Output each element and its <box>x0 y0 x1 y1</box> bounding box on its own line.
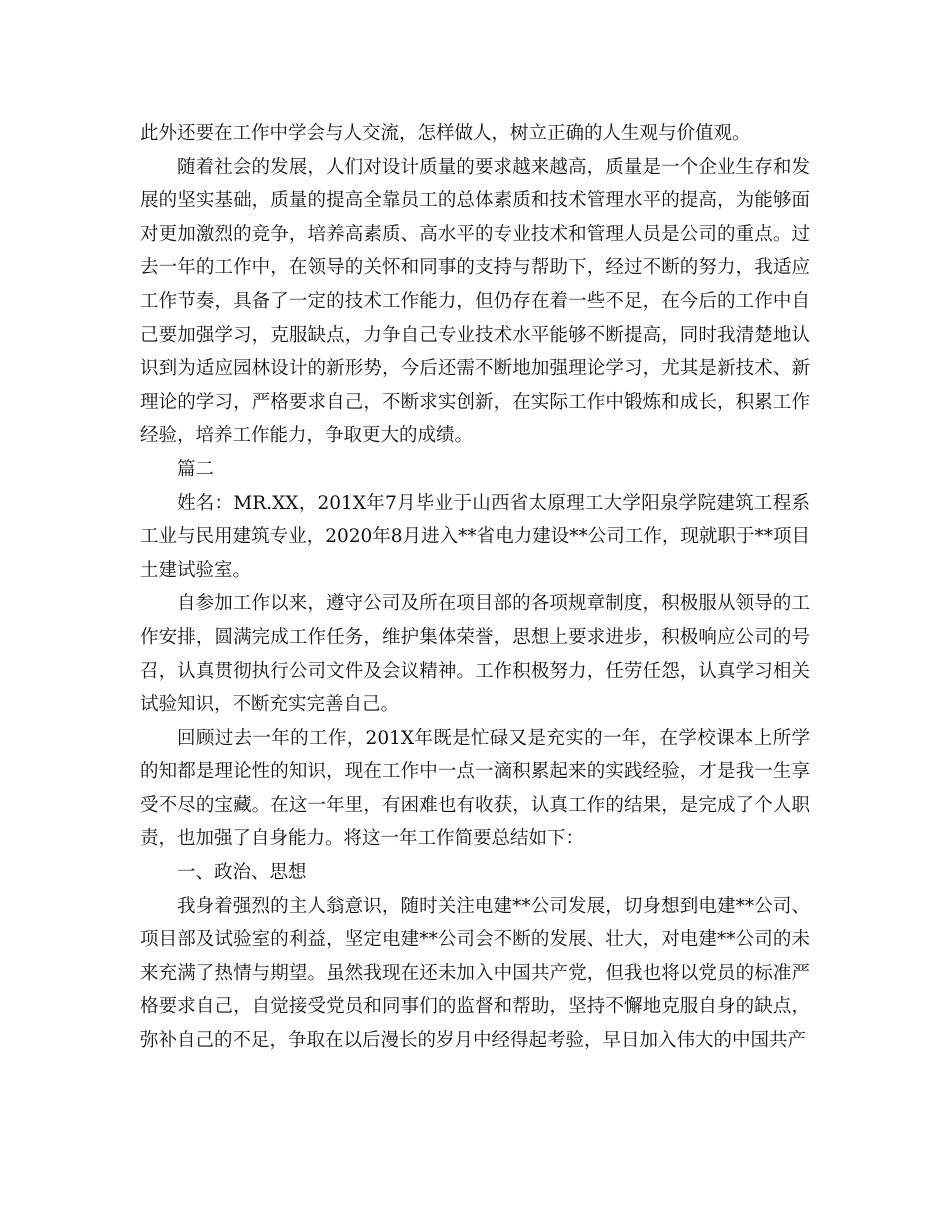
paragraph-closing: 此外还要在工作中学会与人交流，怎样做人，树立正确的人生观与价值观。 <box>140 123 751 144</box>
paragraph-since-joining: 自参加工作以来，遵守公司及所在项目部的各项规章制度，积极服从领导的工作安排，圆满完成工作任务，维护集体荣誉，思想上要求进步，积极响应公司的号召，认真贯彻执行公司文件及会议精神。工作积极努力，任劳任怨，认真学习相关试验知识，不断充实完善自己。 <box>140 593 810 716</box>
section-heading-politics: 一、政治、思想 <box>177 862 307 884</box>
paragraph-review: 回顾过去一年的工作，201X年既是忙碌又是充实的一年，在学校课本上所学的知都是理论性的知识，现在工作中一点一滴积累起来的实践经验，才是我一生享受不尽的宝藏。在这一年里，有困难也有收获，认真工作的结果，是完成了个人职责，也加强了自身能力。将这一年工作简要总结如下： <box>140 727 810 850</box>
paragraph-politics: 我身着强烈的主人翁意识，随时关注电建**公司发展，切身想到电建**公司、项目部及试验室的利益，坚定电建**公司会不断的发展、壮大，对电建**公司的未来充满了热情与期望。虽然我现在还未加入中国共产党，但我也将以党员的标准严格要求自己，自觉接受党员和同事们的监督和帮助，坚持不懈地克服自身的缺点，弥补自己的不足，争取在以后漫长的岁月中经得起考验，早日加入伟大的中国共产 <box>140 895 810 1052</box>
paragraph-quality: 随着社会的发展，人们对设计质量的要求越来越高，质量是一个企业生存和发展的坚实基础，质量的提高全靠员工的总体素质和技术管理水平的提高，为能够面对更加激烈的竞争，培养高素质、高水平的专业技术和管理人员是公司的重点。过去一年的工作中，在领导的关怀和同事的支持与帮助下，经过不断的努力，我适应工作节奏，具备了一定的技术工作能力，但仍存在着一些不足，在今后的工作中自己要加强学习，克服缺点，力争自己专业技术水平能够不断提高，同时我清楚地认识到为适应园林设计的新形势，今后还需不断地加强理论学习，尤其是新技术、新理论的学习，严格要求自己，不断求实创新，在实际工作中锻炼和成长，积累工作经验，培养工作能力，争取更大的成绩。 <box>140 156 810 447</box>
paragraph-profile: 姓名：MR.XX，201X年7月毕业于山西省太原理工大学阳泉学院建筑工程系工业与民用建筑专业，2020年8月进入**省电力建设**公司工作，现就职于**项目土建试验室。 <box>140 492 810 581</box>
section-heading-part-two: 篇二 <box>177 458 215 480</box>
